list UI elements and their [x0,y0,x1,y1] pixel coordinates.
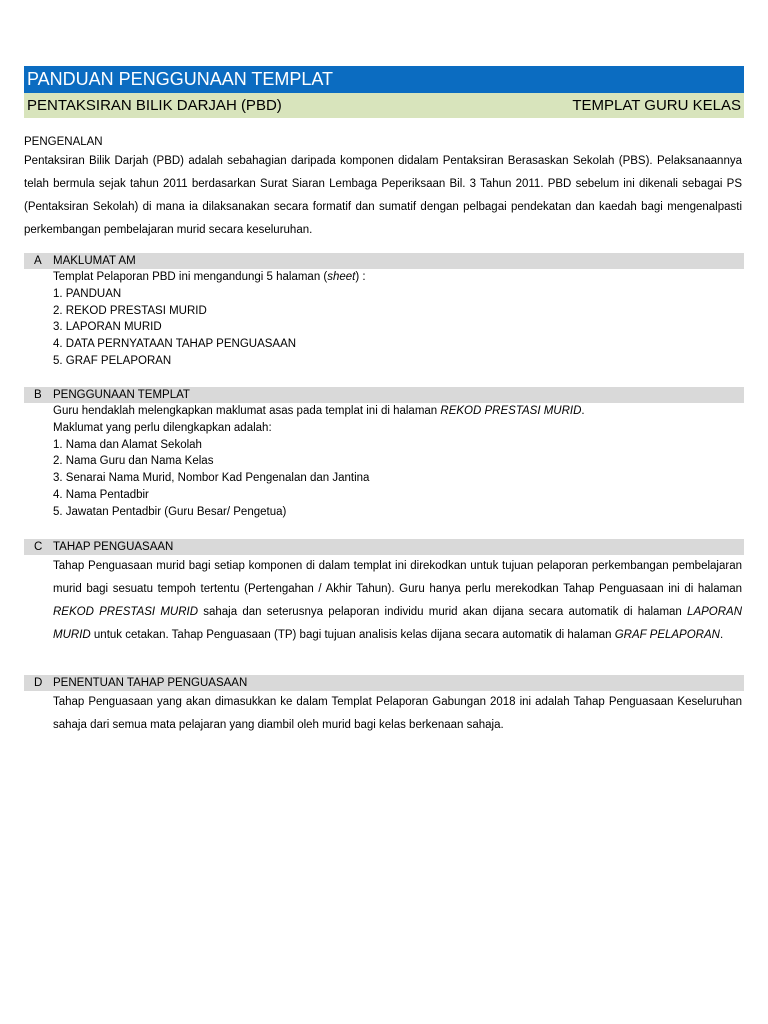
section-c-title: TAHAP PENGUASAAN [53,541,174,553]
list-item: 1. PANDUAN [53,287,122,300]
section-d-title: PENENTUAN TAHAP PENGUASAAN [53,677,248,689]
section-c-text-3: untuk cetakan. Tahap Penguasaan (TP) bagi tujuan analisis kelas dijana secara automatik di halaman [90,629,615,641]
section-d-paragraph: Tahap Penguasaan yang akan dimasukkan ke dalam Templat Pelaporan Gabungan 2018 ini adalah Tahap Penguasaan Keseluruhan sahaja dari semua mata pelajaran yang diambil oleh murid bagi kelas berkenaan sahaja. [53,696,742,731]
section-a-intro-post: ) : [355,271,366,283]
section-c-italic-3: GRAF PELAPORAN [614,629,720,641]
section-b-line2: Maklumat yang perlu dilengkapkan adalah: [53,421,272,434]
list-item: 3. Senarai Nama Murid, Nombor Kad Pengenalan dan Jantina [53,472,370,485]
section-c-paragraph [53,555,742,647]
section-a [24,253,744,370]
intro-paragraph: Pentaksiran Bilik Darjah (PBD) adalah sebahagian daripada komponen didalam Pentaksiran Berasaskan Sekolah (PBS). Pelaksanaannya telah bermula sejak tahun 2011 berdasarkan Surat Siaran Lembaga Peperiksaan Bil. 3 Tahun 2011. PBD sebelum ini dikenali sebagai PS (Pentaksiran Sekolah) di mana ia dilaksanakan secara formatif dan sumatif dengan pelbagai pendekatan dan kaedah bagi mengenalpasti perkembangan pembelajaran murid secara keseluruhan. [24,155,742,236]
section-c-letter: C [34,541,43,553]
section-c [24,539,744,647]
section-a-body [24,269,742,370]
section-b-line1 [53,403,742,420]
section-c-italic-1: REKOD PRESTASI MURID [53,606,199,618]
intro-heading: PENGENALAN [24,136,103,148]
section-b [24,387,744,521]
subtitle-bar [24,93,744,118]
section-c-text-2: sahaja dan seterusnya pelaporan individu murid akan dijana secara automatik di halaman [198,606,688,618]
section-a-letter: A [34,255,42,267]
section-b-title: PENGGUNAAN TEMPLAT [53,389,190,401]
list-item: 5. Jawatan Pentadbir (Guru Besar/ Pengetua) [53,505,287,518]
section-c-body [24,555,742,647]
section-b-line1-pre: Guru hendaklah melengkapkan maklumat asas pada templat ini di halaman [53,405,441,417]
section-a-intro [53,269,742,286]
section-c-italic-2: LAPORAN MURID [53,606,743,641]
section-d-letter: D [34,677,43,689]
section-c-text-1: Tahap Penguasaan murid bagi setiap komponen di dalam templat ini direkodkan untuk tujuan pelaporan perkembangan pembelajaran murid bagi sesuatu tempoh tertentu (Pertengahan / Akhir Tahun). Guru hanya perlu merekodkan Tahap Penguasaan ini di halaman [53,560,742,595]
section-a-header [24,253,744,269]
subtitle-left: PENTAKSIRAN BILIK DARJAH (PBD) [27,97,282,114]
section-a-intro-pre: Templat Pelaporan PBD ini mengandungi 5 halaman ( [53,271,328,283]
section-b-line1-italic: REKOD PRESTASI MURID [440,405,582,417]
list-item: 4. DATA PERNYATAAN TAHAP PENGUASAAN [53,338,297,351]
section-d-header [24,675,744,691]
section-b-line1-post: . [581,405,585,417]
list-item: 5. GRAF PELAPORAN [53,354,172,367]
list-item: 2. REKOD PRESTASI MURID [53,304,207,317]
list-item: 1. Nama dan Alamat Sekolah [53,438,202,451]
document-title: PANDUAN PENGGUNAAN TEMPLAT [24,66,744,93]
section-a-intro-italic: sheet [327,271,356,283]
section-d [24,675,744,737]
intro-section [24,134,742,242]
list-item: 4. Nama Pentadbir [53,488,149,501]
section-d-body [24,691,742,737]
section-b-header [24,387,744,403]
section-b-body [24,403,742,521]
subtitle-right: TEMPLAT GURU KELAS [572,97,741,114]
list-item: 3. LAPORAN MURID [53,321,162,334]
list-item: 2. Nama Guru dan Nama Kelas [53,455,214,468]
section-c-header [24,539,744,555]
section-a-title: MAKLUMAT AM [53,255,136,267]
section-b-letter: B [34,389,42,401]
section-c-text-4: . [719,629,724,641]
